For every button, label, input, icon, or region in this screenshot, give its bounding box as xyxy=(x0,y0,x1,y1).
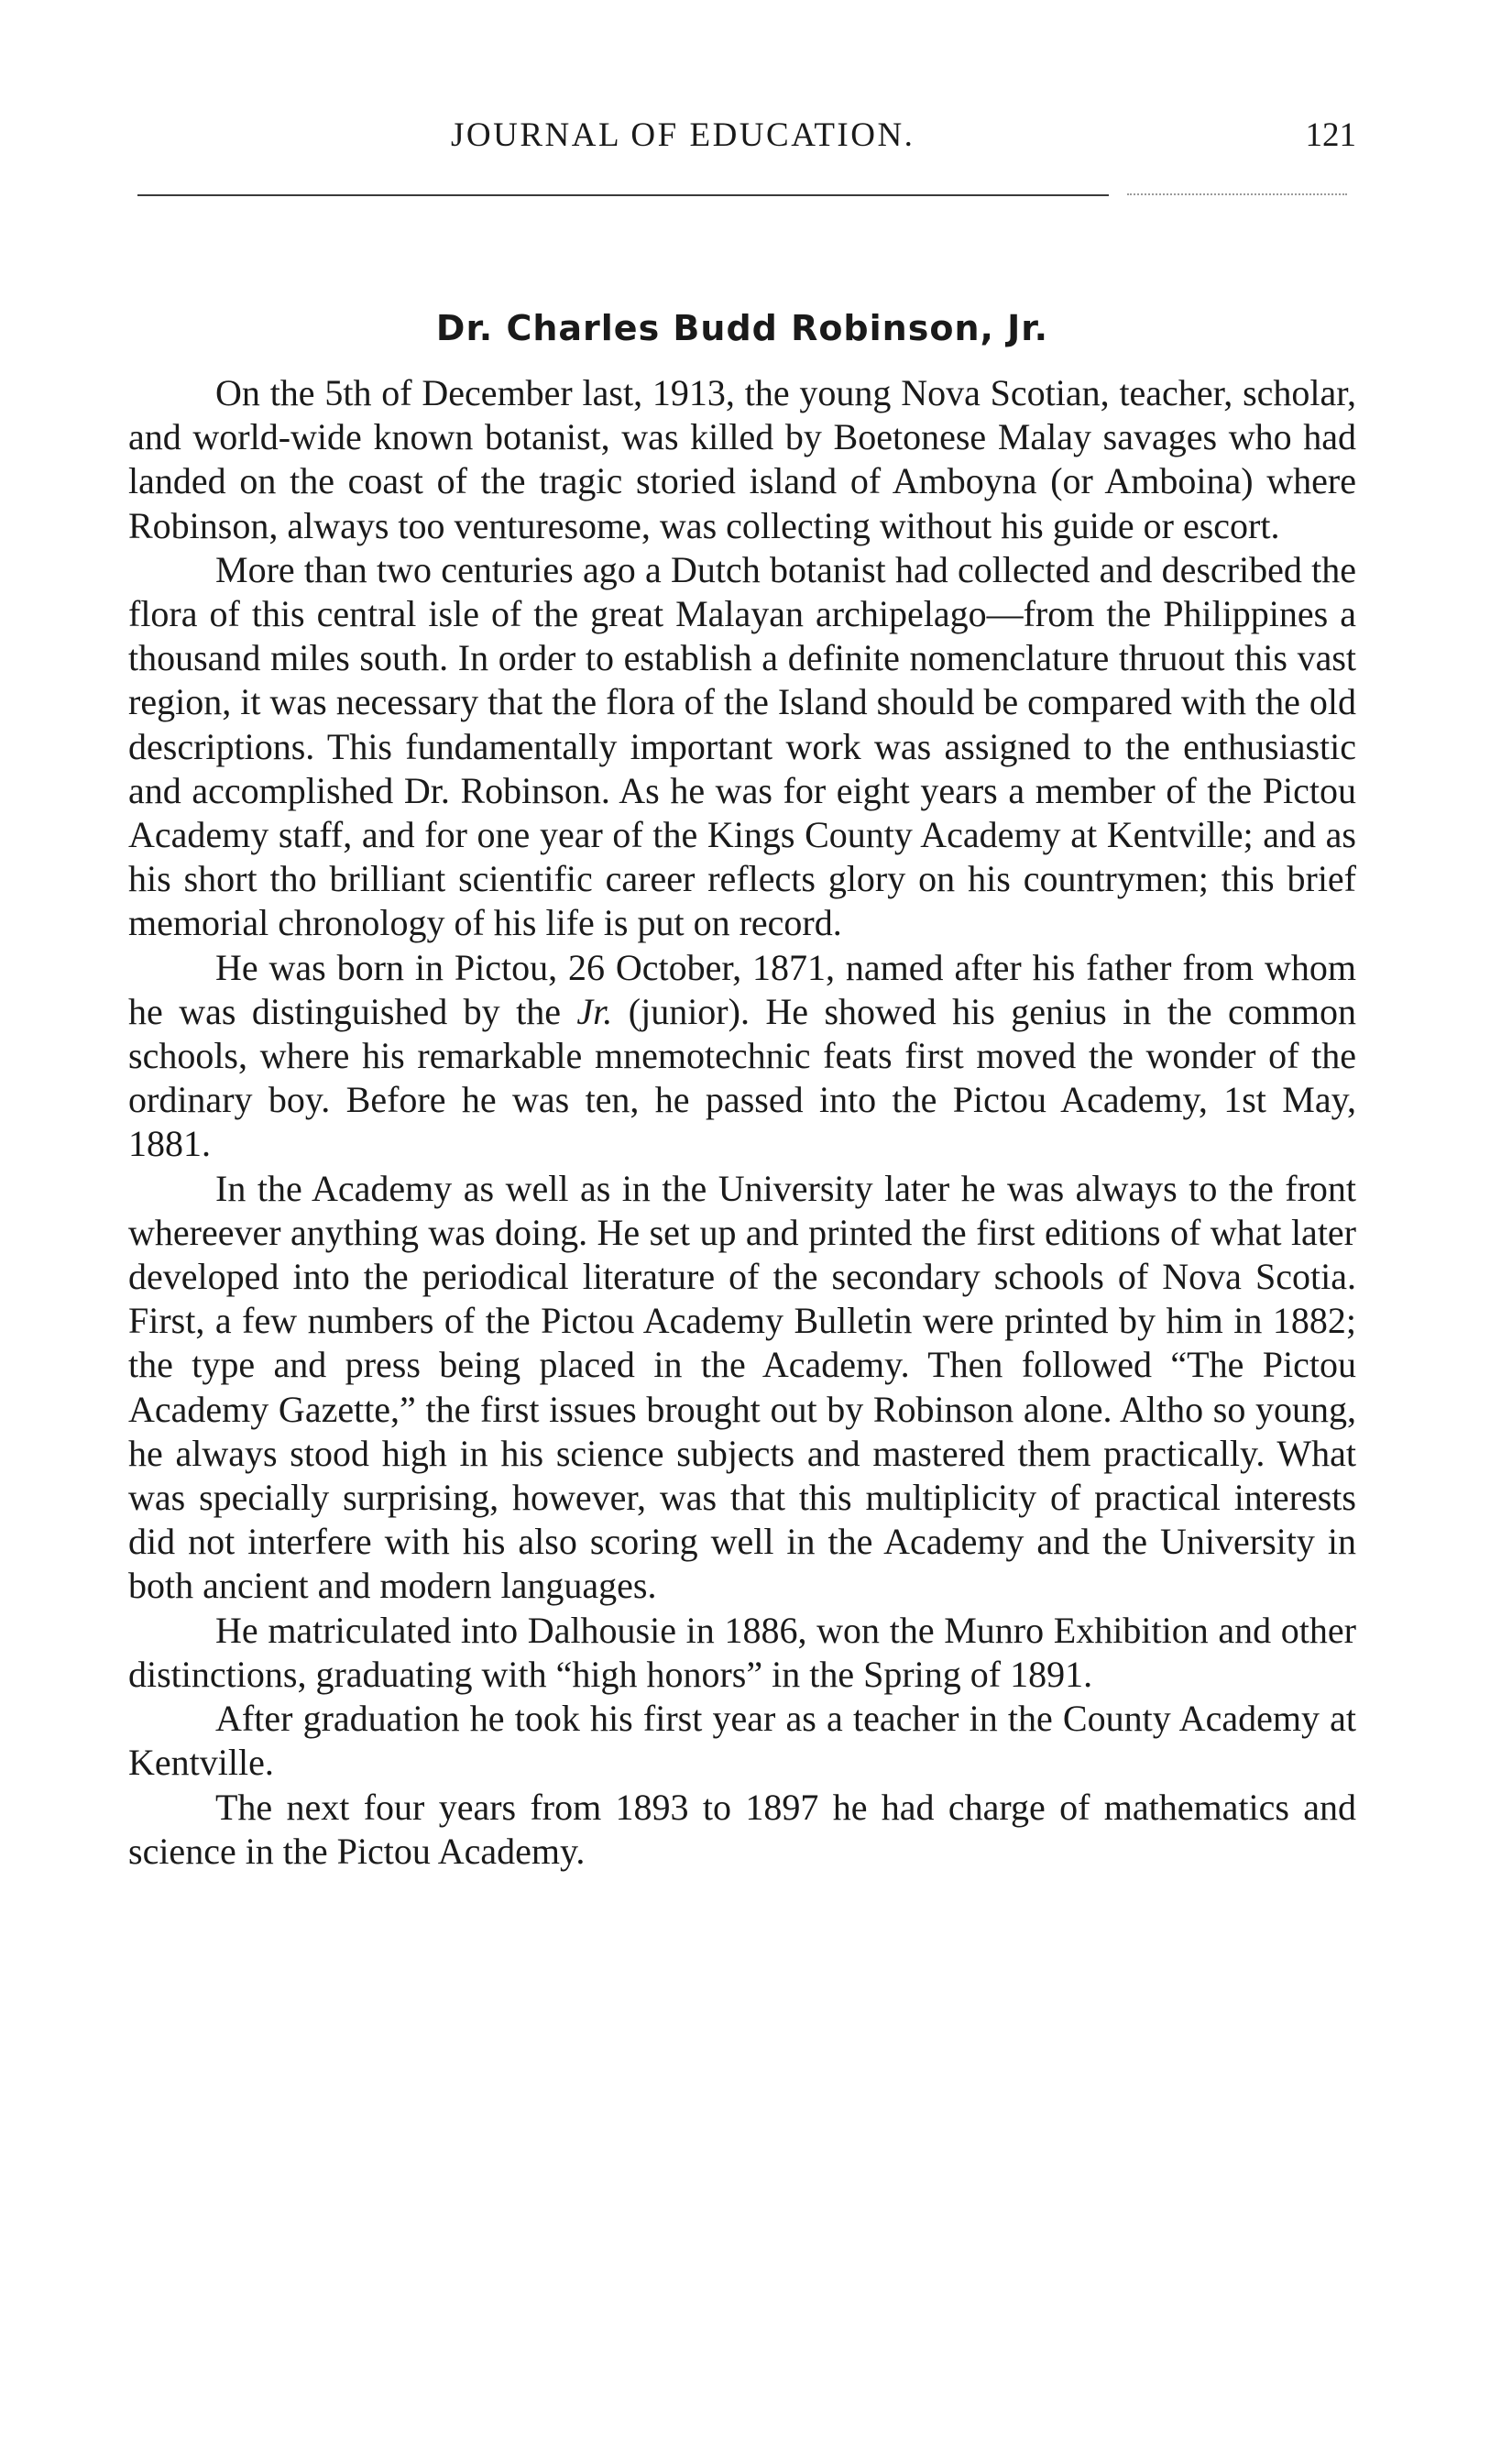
header-rule-dotted xyxy=(1127,193,1347,195)
paragraph-3-text-before: He was born in Pictou, 26 October, 1871, named after his father from whom he was distinguished by the xyxy=(128,946,1356,1032)
paragraph-7: The next four years from 1893 to 1897 he had charge of mathematics and science in the Pictou Academy. xyxy=(128,1786,1356,1872)
running-head xyxy=(128,108,1356,163)
paragraph-4: In the Academy as well as in the University later he was always to the front whereever anything was doing. He set up and printed the first editions of what later developed into the periodical literature of the secondary schools of Nova Scotia. First, a few numbers of the Pictou Academy Bulletin were printed by him in 1882; the type and press being placed in the Academy. Then followed “The Pictou Academy Gazette,” the first issues brought out by Robinson alone. Altho so young, he always stood high in his science subjects and mastered them practically. What was specially surprising, however, was that this multiplicity of practical interests did not interfere with his also scoring well in the Academy and the University in both ancient and modern languages. xyxy=(128,1167,1356,1607)
article-title: Dr. Charles Budd Robinson, Jr. xyxy=(435,308,1049,349)
header-rule xyxy=(137,194,1109,196)
paragraph-3 xyxy=(128,946,1356,1167)
paragraph-6: After graduation he took his first year as a teacher in the County Academy at Kentville. xyxy=(128,1698,1356,1784)
paragraph-1: On the 5th of December last, 1913, the young Nova Scotian, teacher, scholar, and world-wide known botanist, was killed by Boetonese Malay savages who had landed on the coast of the tragic storied island of Amboyna (or Amboina) where Robinson, always too venturesome, was collecting without his guide or escort. xyxy=(128,372,1356,546)
paragraph-3-italic-jr: Jr. xyxy=(576,990,613,1032)
journal-title: JOURNAL OF EDUCATION. xyxy=(451,116,915,154)
article-body xyxy=(128,371,1356,1874)
paragraph-3-text-after: (junior). He showed his genius in the common schools, where his remarkable mnemotechnic feats first moved the wonder of the ordinary boy. Before he was ten, he passed into the Pictou Academy, 1st May, 1881. xyxy=(128,990,1357,1165)
page-number: 121 xyxy=(1305,116,1356,154)
paragraph-5: He matriculated into Dalhousie in 1886, won the Munro Exhibition and other distinctions, graduating with “high honors” in the Spring of 1891. xyxy=(128,1609,1356,1695)
paragraph-2: More than two centuries ago a Dutch botanist had collected and described the flora of this central isle of the great Malayan archipelago—from the Philippines a thousand miles south. In order to establish a definite nomenclature thruout this vast region, it was necessary that the flora of the Island should be compared with the old descriptions. This fundamentally important work was assigned to the enthusiastic and accomplished Dr. Robinson. As he was for eight years a member of the Pictou Academy staff, and for one year of the Kings County Academy at Kentville; and as his short tho brilliant scientific career reflects glory on his countrymen; this brief memorial chronology of his life is put on record. xyxy=(128,548,1356,944)
